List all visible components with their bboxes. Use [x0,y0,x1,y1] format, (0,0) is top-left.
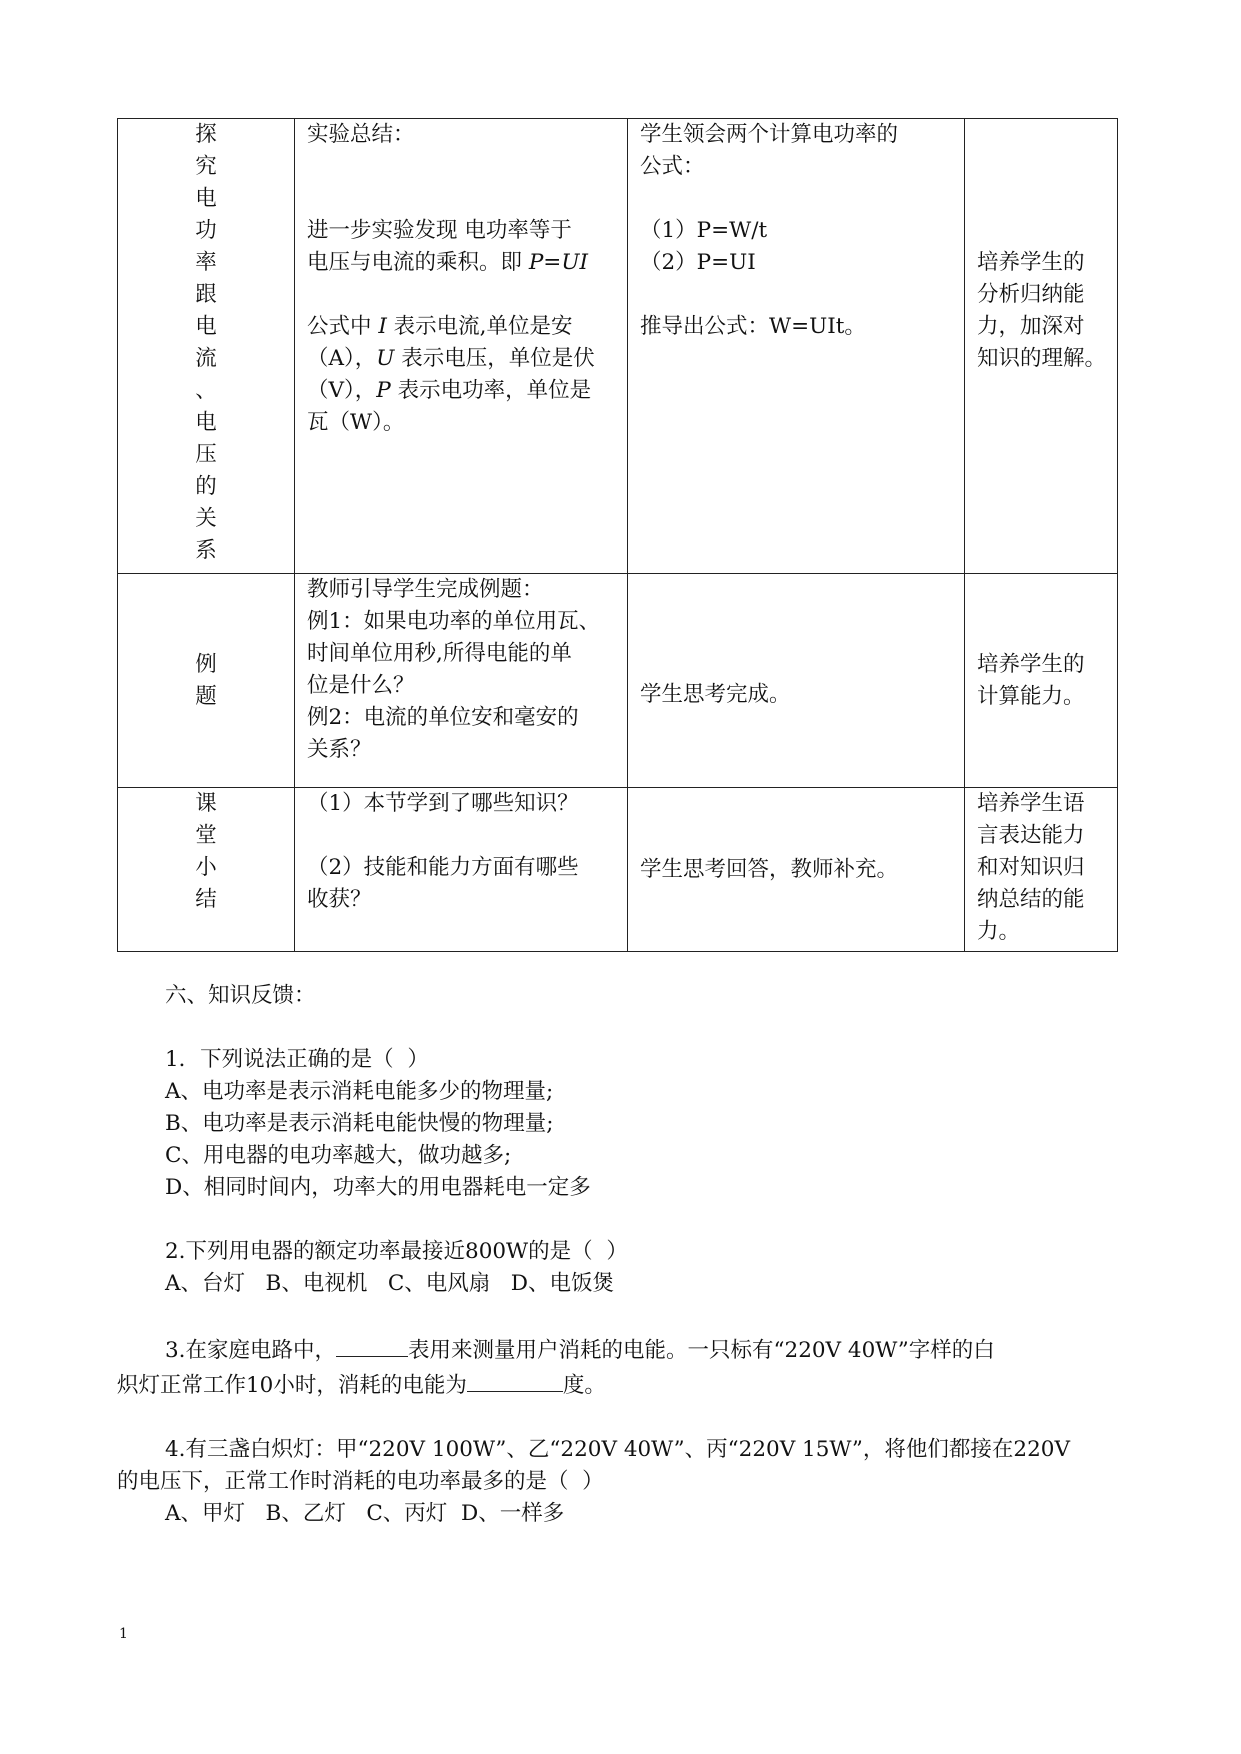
answer-blank [336,1332,408,1357]
text-line: 教师引导学生完成例题： [307,577,544,602]
answer-option: C、用电器的电功率越大，做功越多; [165,1143,512,1168]
answer-options: A、甲灯 B、乙灯 C、丙灯 D、一样多 [165,1501,565,1526]
text-line: 言表达能力 [977,823,1085,848]
text-line: 和对知识归 [977,855,1085,880]
answer-options: A、台灯 B、电视机 C、电风扇 D、电饭煲 [165,1271,615,1296]
text-line: （2）技能和能力方面有哪些 [307,855,579,880]
teacher-activity-cell [295,574,628,788]
text-line: 公式中 I 表示电流,单位是安 [307,314,573,339]
question-stem: 4.有三盏白炽灯：甲“220V 100W”、乙“220V 40W”、丙“220V 15W”，将他们都接在220V [165,1437,1070,1462]
section-title-vertical [118,119,294,567]
section-title-char: 功 [195,218,217,243]
teacher-activity-cell [295,788,628,952]
section-title-char: 电 [195,410,217,435]
section-heading: 六、知识反馈： [165,983,316,1008]
text-line: 电压与电流的乘积。即 P=UI [307,250,588,275]
text-line: 瓦（W）。 [307,410,405,435]
text-line: 培养学生语 [977,791,1085,816]
text-line: 学生思考完成。 [640,681,791,707]
text-line: 时间单位用秒,所得电能的单 [307,641,572,666]
teacher-activity-cell [295,119,628,574]
section-title-char: 流 [195,346,217,371]
text-line: 计算能力。 [977,683,1085,709]
knowledge-feedback-section [117,980,1117,1530]
text-line: 位是什么？ [307,673,415,698]
text-line: 进一步实验发现 电功率等于 [307,218,572,243]
question-stem: 2.下列用电器的额定功率最接近800W的是（ ） [165,1239,628,1264]
text-line: 例2：电流的单位安和毫安的 [307,705,579,730]
section-title-char: 结 [195,887,217,912]
section-title-char: 压 [195,442,217,467]
text-line: 学生思考回答，教师补充。 [640,856,899,882]
question-stem: 3.在家庭电路中， 表用来测量用户消耗的电能。一只标有“220V 40W”字样的白 [117,1332,1117,1367]
text-line: 知识的理解。 [977,346,1107,371]
text-line: （V），P 表示电功率，单位是 [307,378,592,403]
text-line: 关系？ [307,737,372,762]
section-title-char: 电 [195,314,217,339]
student-activity-cell [628,119,965,574]
section-title-char: 堂 [195,823,217,848]
question-stem-continued: 的电压下，正常工作时消耗的电功率最多的是（ ） [117,1469,604,1494]
design-intent-cell [965,788,1118,952]
text-line: 力，加深对 [977,314,1085,339]
student-activity-cell [628,788,965,952]
section-title-vertical [118,788,294,916]
text-line: 公式： [640,154,705,179]
question-stem-continued: 炽灯正常工作10小时，消耗的电能为 度。 [117,1367,1117,1402]
section-title-char: 率 [195,250,217,275]
section-title-char: 课 [195,791,217,816]
student-activity-cell [628,574,965,788]
question-stem: 1．下列说法正确的是（ ） [165,1047,429,1072]
answer-option: B、电功率是表示消耗电能快慢的物理量; [165,1111,554,1136]
section-title-char: 系 [195,538,217,563]
page-number: 1 [119,1626,128,1642]
section-title-char: 的 [195,474,217,499]
design-intent-cell [965,119,1118,574]
text-line: 分析归纳能 [977,282,1085,307]
text-line: 收获？ [307,887,372,912]
section-title-char: 关 [195,506,217,531]
text-line: 实验总结： [307,122,415,147]
text-line: 推导出公式：W=UIt。 [640,314,866,339]
section-title-char: 小 [195,855,217,880]
formula: P=UI [528,250,588,275]
table-row [118,119,1118,574]
section-title-char: 电 [195,186,217,211]
section-title-cell [118,119,295,574]
text-line: （A），U 表示电压，单位是伏 [307,346,595,371]
section-title-vertical [118,649,294,713]
table-row [118,574,1118,788]
text-line: 培养学生的 [977,250,1085,275]
answer-blank [467,1367,563,1392]
lesson-table [117,118,1118,952]
section-title-cell [118,788,295,952]
table-row [118,788,1118,952]
section-title-cell [118,574,295,788]
section-title-char: 、 [195,378,217,403]
section-title-char: 探 [195,122,217,147]
answer-option: D、相同时间内，功率大的用电器耗电一定多 [165,1175,591,1200]
text-line: 学生领会两个计算电功率的 [640,122,899,147]
text-line: 力。 [977,919,1021,944]
text-line: （1）本节学到了哪些知识？ [307,791,579,816]
section-title-char: 跟 [195,282,217,307]
text-line: 例1：如果电功率的单位用瓦、 [307,609,601,634]
text-line: （1）P=W/t [640,218,768,243]
section-title-char: 题 [195,683,217,709]
text-line: 纳总结的能 [977,887,1085,912]
text-line: 培养学生的 [977,651,1085,677]
text-line: （2）P=UI [640,250,756,275]
section-title-char: 究 [195,154,217,179]
answer-option: A、电功率是表示消耗电能多少的物理量; [165,1079,554,1104]
design-intent-cell [965,574,1118,788]
section-title-char: 例 [195,651,217,677]
